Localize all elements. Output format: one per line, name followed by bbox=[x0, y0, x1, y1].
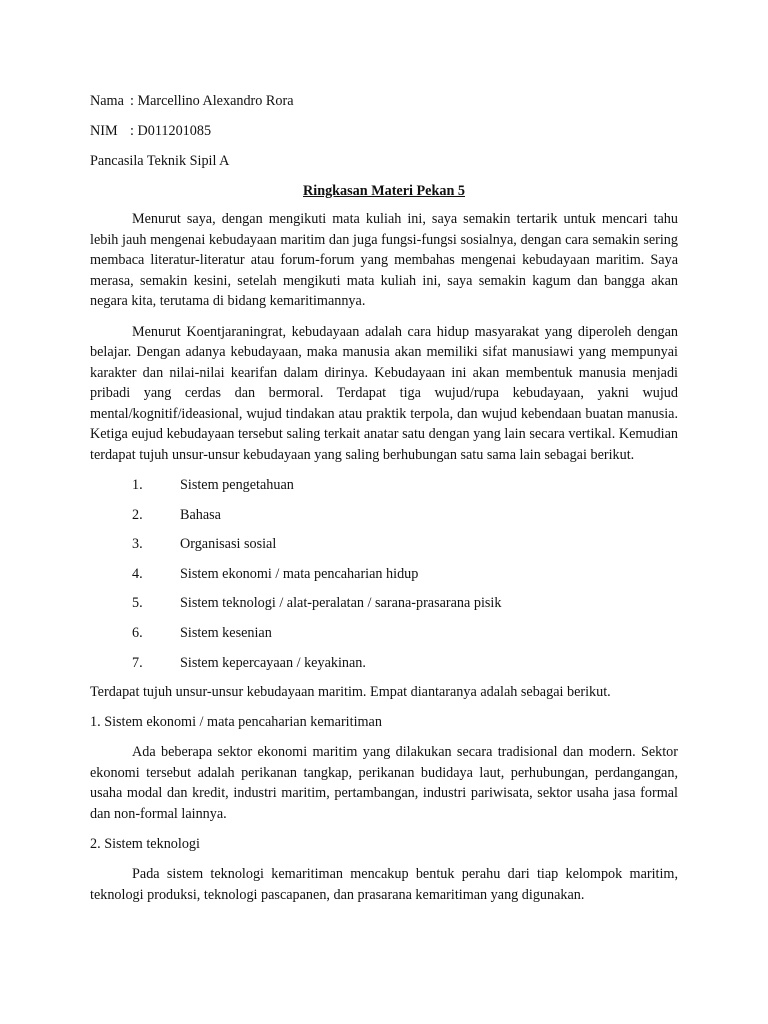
section-heading-technology: 2. Sistem teknologi bbox=[90, 836, 200, 853]
list-item bbox=[90, 593, 678, 613]
list-item-number: 3. bbox=[132, 536, 143, 553]
list-item-number: 5. bbox=[132, 595, 143, 612]
list-item-number: 2. bbox=[132, 506, 143, 523]
name-row bbox=[90, 91, 678, 111]
nim-value: : D011201085 bbox=[130, 123, 212, 139]
list-item bbox=[90, 653, 678, 673]
list-item-number: 1. bbox=[132, 477, 143, 493]
section-body-economy: Ada beberapa sektor ekonomi maritim yang dilakukan secara tradisional dan modern. Sektor ekonomi tersebut adalah perikanan tangkap, perikanan budidaya laut, perhubungan, perdangangan, usaha modal dan kredit, industri maritim, pertambangan, industri pariwisata, sektor usaha jasa formal dan non-formal lainnya. bbox=[90, 744, 678, 822]
document-page bbox=[90, 91, 678, 915]
paragraph-koentjaraningrat: Menurut Koentjaraningrat, kebudayaan adalah cara hidup masyarakat yang diperoleh dengan belajar. Dengan adanya kebudayaan, maka manusia akan memiliki sifat manusiawi yang mempunyai karakter dan nilai-nilai kearifan dalam dirinya. Kebudayaan ini akan membentuk manusia menjadi pribadi yang cerdas dan bermoral. Terdapat tiga wujud/rupa kebudayaan, yakni wujud mental/kognitif/ideasional, wujud tindakan atau praktik terpola, dan wujud kebendaan buatan manusia. Ketiga eujud kebudayaan tersebut saling terkait anatar satu dengan yang lain secara vertikal. Kemudian terdapat tujuh unsur-unsur kebudayaan yang saling berhubungan satu sama lain sebagai berikut. bbox=[90, 323, 678, 463]
list-item bbox=[90, 623, 678, 643]
nim-row bbox=[90, 121, 678, 141]
list-item bbox=[90, 534, 678, 554]
list-item-text: Sistem pengetahuan bbox=[180, 477, 294, 493]
course-name: Pancasila Teknik Sipil A bbox=[90, 153, 230, 169]
list-item-number: 6. bbox=[132, 624, 143, 641]
culture-elements-list bbox=[90, 475, 678, 673]
name-label: Nama bbox=[90, 93, 124, 109]
nim-label: NIM bbox=[90, 123, 118, 139]
list-item-text: Sistem ekonomi / mata pencaharian hidup bbox=[180, 565, 419, 582]
list-item bbox=[90, 475, 678, 495]
list-item-number: 7. bbox=[132, 654, 143, 671]
paragraph-intro: Menurut saya, dengan mengikuti mata kuliah ini, saya semakin tertarik untuk mencari tahu lebih jauh mengenai kebudayaan maritim dan juga fungsi-fungsi sosialnya, dengan cara semakin sering membaca literatur-literatur atau forum-forum yang membahas mengenai kebudayaan maritim. Saya merasa, semakin kesini, setelah mengikuti mata kuliah ini, saya semakin kagum dan bangga akan negara kita, terutama di bidang kemaritimannya. bbox=[90, 211, 678, 309]
list-item-number: 4. bbox=[132, 565, 143, 582]
list-item-text: Organisasi sosial bbox=[180, 536, 277, 553]
list-item-text: Sistem kepercayaan / keyakinan. bbox=[180, 654, 366, 671]
list-item bbox=[90, 505, 678, 525]
section-heading-economy: 1. Sistem ekonomi / mata pencaharian kemaritiman bbox=[90, 714, 382, 731]
list-item-text: Sistem kesenian bbox=[180, 624, 272, 641]
list-item-text: Bahasa bbox=[180, 506, 221, 523]
list-item bbox=[90, 564, 678, 584]
section-body-technology: Pada sistem teknologi kemaritiman mencakup bentuk perahu dari tiap kelompok maritim, teknologi produksi, teknologi pascapanen, dan prasarana kemaritiman yang digunakan. bbox=[90, 866, 678, 903]
maritime-elements-intro: Terdapat tujuh unsur-unsur kebudayaan maritim. Empat diantaranya adalah sebagai berikut. bbox=[90, 684, 611, 701]
list-item-text: Sistem teknologi / alat-peralatan / sarana-prasarana pisik bbox=[180, 595, 502, 612]
name-value: : Marcellino Alexandro Rora bbox=[130, 93, 294, 109]
document-title: Ringkasan Materi Pekan 5 bbox=[303, 183, 465, 199]
